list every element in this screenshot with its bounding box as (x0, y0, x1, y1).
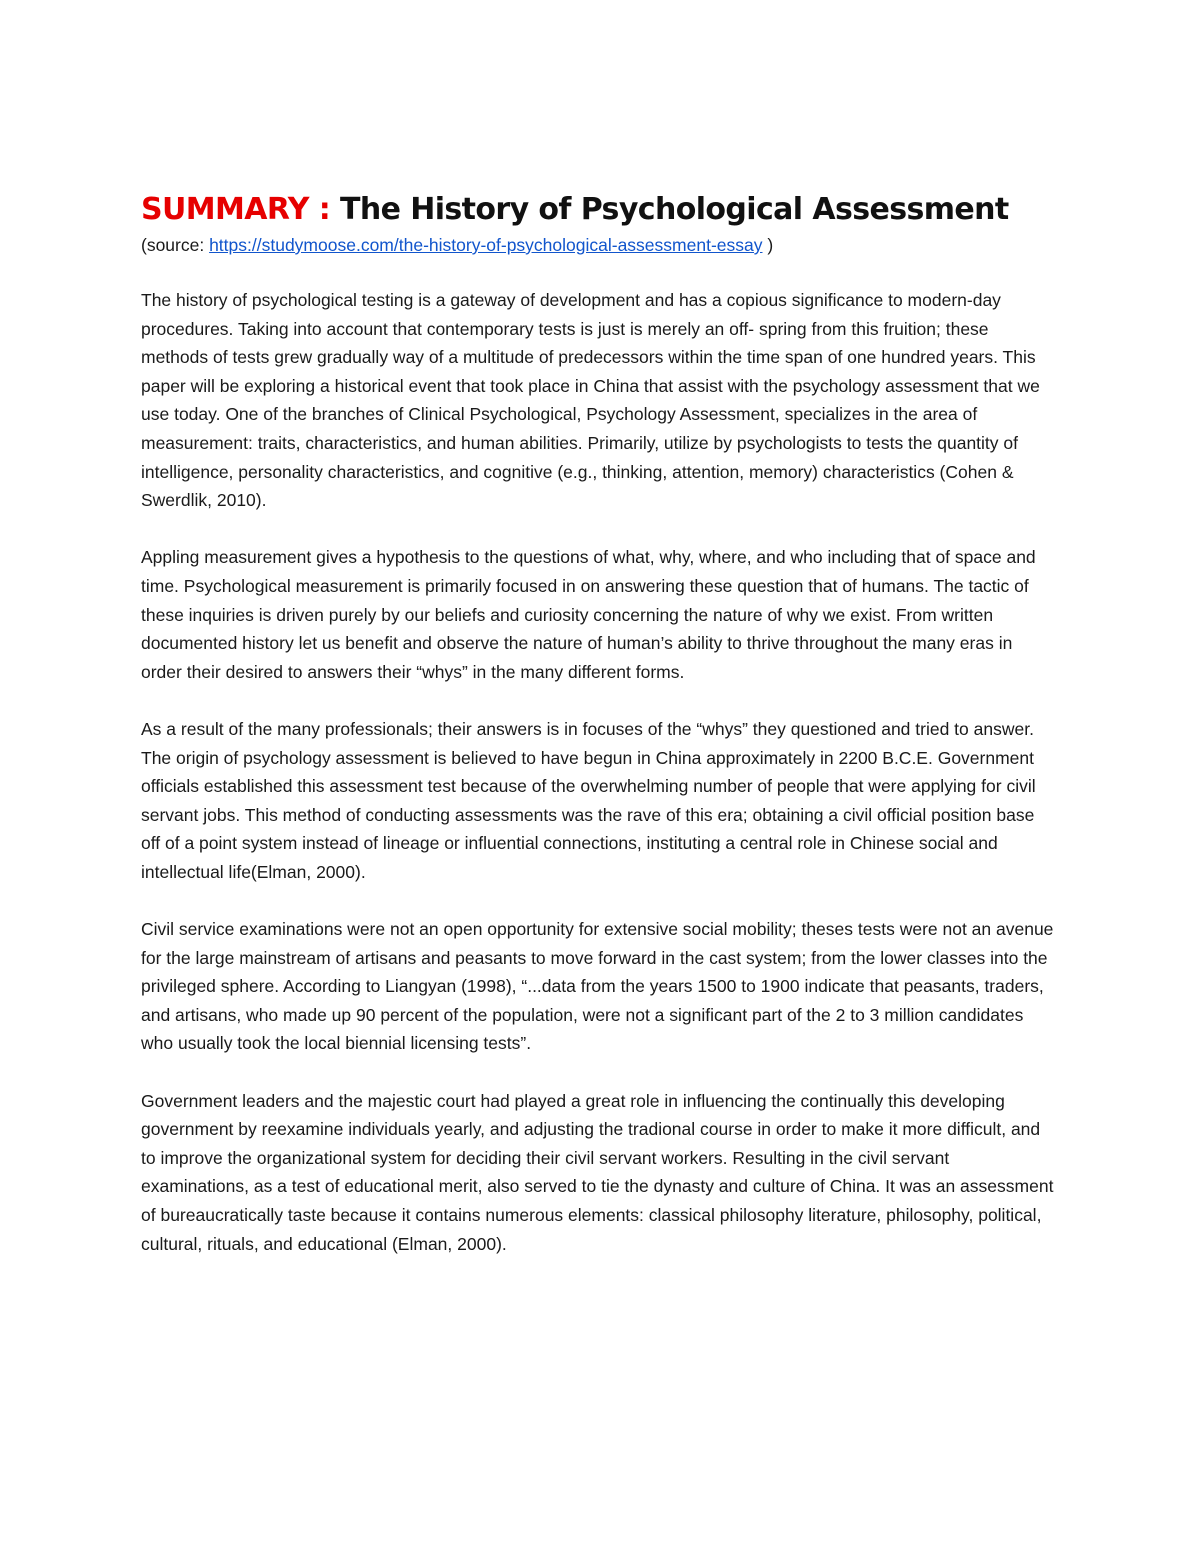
source-prefix: (source: (141, 235, 210, 255)
paragraph-1: The history of psychological testing is a gateway of development and has a copious significance to modern-day procedures. Taking into account that contemporary tests is just is merely an off- spring from this fruition; these methods of tests grew gradually way of a multitude of predecessors within the time span of one hundred years. This paper will be exploring a historical event that took place in China that assist with the psychology assessment that we use today. One of the branches of Clinical Psychological, Psychology Assessment, specializes in the area of measurement: traits, characteristics, and human abilities. Primarily, utilize by psychologists to tests the quantity of intelligence, personality characteristics, and cognitive (e.g., thinking, attention, memory) characteristics (Cohen & Swerdlik, 2010). (141, 290, 1040, 511)
paragraph-4: Civil service examinations were not an open opportunity for extensive social mobility; theses tests were not an avenue for the large mainstream of artisans and peasants to move forward in the cast system; from the lower classes into the privileged sphere. According to Liangyan (1998), “...data from the years 1500 to 1900 indicate that peasants, traders, and artisans, who made up 90 percent of the population, were not a significant part of the 2 to 3 million candidates who usually took the local biennial licensing tests”. (141, 919, 1054, 1054)
source-suffix: ) (762, 235, 774, 255)
paragraph-3: As a result of the many professionals; their answers is in focuses of the “whys” they questioned and tried to answer. The origin of psychology assessment is believed to have begun in China approximately in 2200 B.C.E. Government officials established this assessment test because of the overwhelming number of people that were applying for civil servant jobs. This method of conducting assessments was the rave of this era; obtaining a civil official position base off of a point system instead of lineage or influential connections, instituting a central role in Chinese social and intellectual life(Elman, 2000). (141, 718, 1036, 882)
document-title (141, 190, 1056, 230)
title-text: The History of Psychological Assessment (339, 192, 1009, 227)
paragraph-5: Government leaders and the majestic court had played a great role in influencing the continually this developing government by reexamine individuals yearly, and adjusting the tradional course in order to make it more difficult, and to improve the organizational system for deciding their civil servant workers. Resulting in the civil servant examinations, as a test of educational merit, also served to tie the dynasty and culture of China. It was an assessment of bureaucratically taste because it contains numerous elements: classical philosophy literature, philosophy, political, cultural, rituals, and educational (Elman, 2000). (141, 1090, 1054, 1254)
source-link[interactable]: https://studymoose.com/the-history-of-psychological-assessment-essay (209, 235, 763, 255)
title-label: SUMMARY : (141, 192, 331, 227)
document-page (141, 190, 1056, 1258)
source-line (141, 232, 1056, 258)
paragraph-2: Appling measurement gives a hypothesis to the questions of what, why, where, and who including that of space and time. Psychological measurement is primarily focused in on answering these question that of humans. The tactic of these inquiries is driven purely by our beliefs and curiosity concerning the nature of why we exist. From written documented history let us benefit and observe the nature of human’s ability to thrive throughout the many eras in order their desired to answers their “whys” in the many different forms. (141, 547, 1036, 682)
